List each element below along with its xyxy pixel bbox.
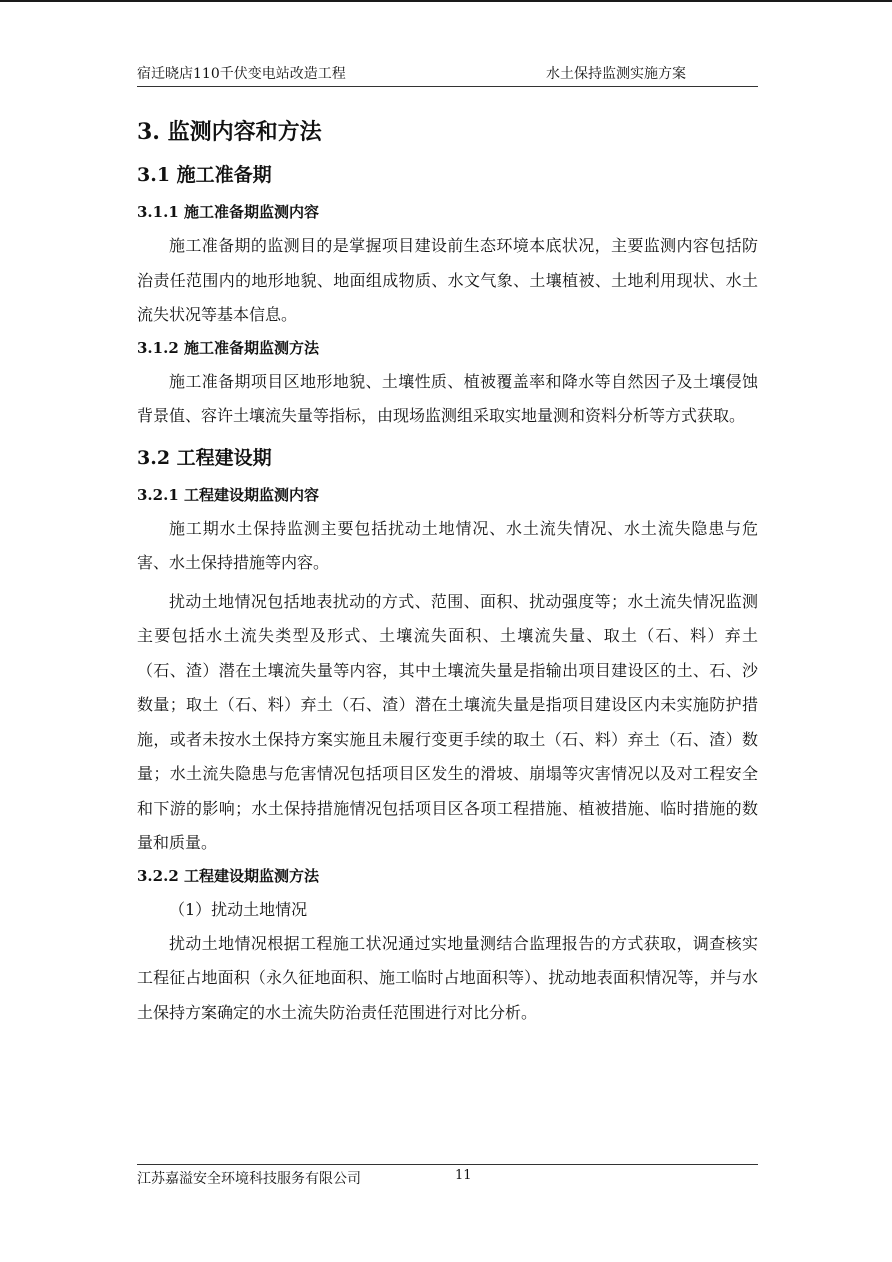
- section-3-2-1-paragraph-2: 扰动土地情况包括地表扰动的方式、范围、面积、扰动强度等；水土流失情况监测主要包括水土流失类型及形式、土壤流失面积、土壤流失量、取土（石、料）弃土（石、渣）潜在土壤流失量等内容，其中土壤流失量是指输出项目建设区的土、石、沙数量；取土（石、料）弃土（石、渣）潜在土壤流失量是指项目建设区内未实施防护措施，或者未按水土保持方案实施且未履行变更手续的取土（石、料）弃土（石、渣）数量；水土流失隐患与危害情况包括项目区发生的滑坡、崩塌等灾害情况以及对工程安全和下游的影响；水土保持措施情况包括项目区各项工程措施、植被措施、临时措施的数量和质量。: [137, 591, 758, 852]
- section-3-heading: 3. 监测内容和方法: [137, 119, 322, 145]
- section-3-2-1-paragraph-1: 施工期水土保持监测主要包括扰动土地情况、水土流失情况、水土流失隐患与危害、水土保持措施等内容。: [137, 518, 758, 572]
- top-border-line: [0, 0, 892, 2]
- section-3-1-1-heading: 3.1.1 施工准备期监测内容: [137, 203, 319, 221]
- page-footer: [137, 1164, 758, 1195]
- page-number: 11: [455, 1168, 472, 1183]
- footer-company-name: 江苏嘉溢安全环境科技服务有限公司: [137, 1171, 361, 1187]
- document-body: [137, 104, 758, 1034]
- section-3-2-1-heading: 3.2.1 工程建设期监测内容: [137, 485, 319, 504]
- header-project-name: 宿迁晓店110千伏变电站改造工程: [137, 66, 346, 82]
- header-document-title: 水土保持监测实施方案: [546, 66, 686, 82]
- page-header: [137, 64, 758, 87]
- section-3-2-2-item-1: （1）扰动土地情况: [169, 899, 308, 919]
- section-3-2-2-paragraph: 扰动土地情况根据工程施工状况通过实地量测结合监理报告的方式获取，调查核实工程征占地面积（永久征地面积、施工临时占地面积等）、扰动地表面积情况等，并与水土保持方案确定的水土流失防治责任范围进行对比分析。: [137, 933, 758, 1022]
- section-3-2-heading: 3.2 工程建设期: [137, 446, 272, 469]
- section-3-1-2-heading: 3.1.2 施工准备期监测方法: [137, 338, 319, 357]
- section-3-1-heading: 3.1 施工准备期: [137, 164, 272, 186]
- section-3-1-2-paragraph: 施工准备期项目区地形地貌、土壤性质、植被覆盖率和降水等自然因子及土壤侵蚀背景值、容许土壤流失量等指标，由现场监测组采取实地量测和资料分析等方式获取。: [137, 371, 758, 425]
- section-3-2-2-heading: 3.2.2 工程建设期监测方法: [137, 866, 319, 885]
- section-3-1-1-paragraph: 施工准备期的监测目的是掌握项目建设前生态环境本底状况，主要监测内容包括防治责任范围内的地形地貌、地面组成物质、水文气象、土壤植被、土地利用现状、水土流失状况等基本信息。: [137, 236, 758, 324]
